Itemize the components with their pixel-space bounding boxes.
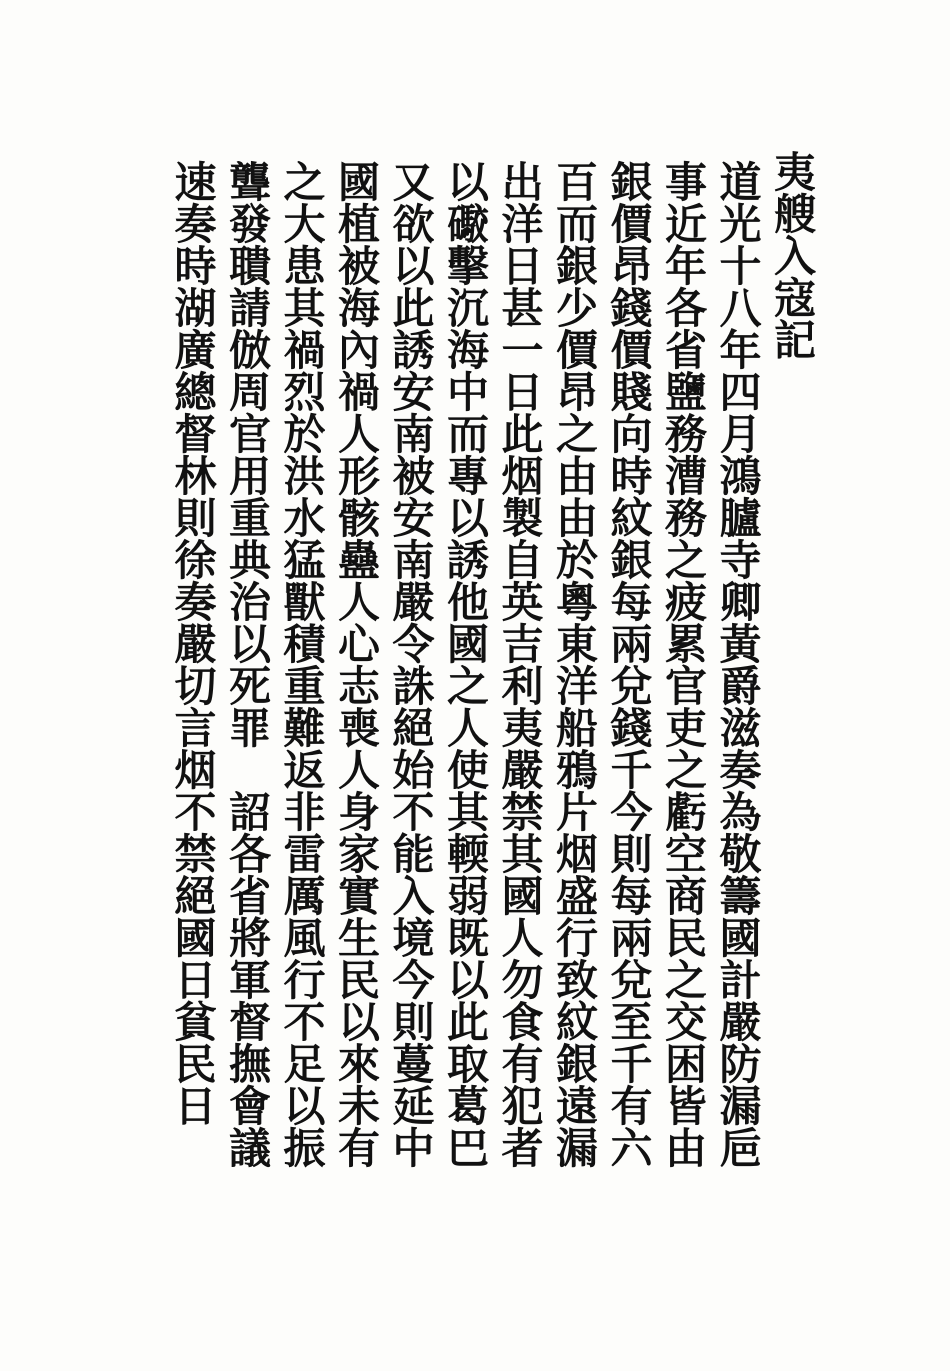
text-column: 百而銀少價昂之由由於粵東洋船鴉片烟盛行致紋銀遠漏 — [550, 160, 599, 1168]
text-column: 速奏時湖廣總督林則徐奏嚴切言烟不禁絕國日貧民日 — [168, 160, 218, 1126]
text-column: 道光十八年四月鴻臚寺卿黃爵滋奏為敬籌國計嚴防漏巵 — [713, 160, 763, 1168]
text-column: 之大患其禍烈於洪水猛獸積重難返非雷厲風行不足以振 — [277, 160, 327, 1168]
text-column: 事近年各省鹽務漕務之疲累官吏之虧空商民之交困皆由 — [659, 160, 708, 1168]
document-title: 夷艘入寇記 — [768, 150, 817, 360]
text-column: 又欲以此誘安南被安南嚴令誅絕始不能入境今則蔓延中 — [386, 160, 436, 1168]
text-column: 出洋日甚一日此烟製自英吉利夷嚴禁其國人勿食有犯者 — [495, 160, 545, 1168]
text-column: 以礮擊沉海中而專以誘他國之人使其輭弱既以此取葛巴 — [441, 160, 490, 1168]
text-column: 國植被海內禍人形骸蠱人心志喪人身家實生民以來未有 — [332, 160, 381, 1168]
text-column: 銀價昂錢價賤向時紋銀每兩兌錢千今則每兩兌至千有六 — [604, 160, 654, 1168]
text-column: 聾發聵請倣周官用重典治以死罪 詔各省將軍督撫會議 — [223, 160, 272, 1168]
